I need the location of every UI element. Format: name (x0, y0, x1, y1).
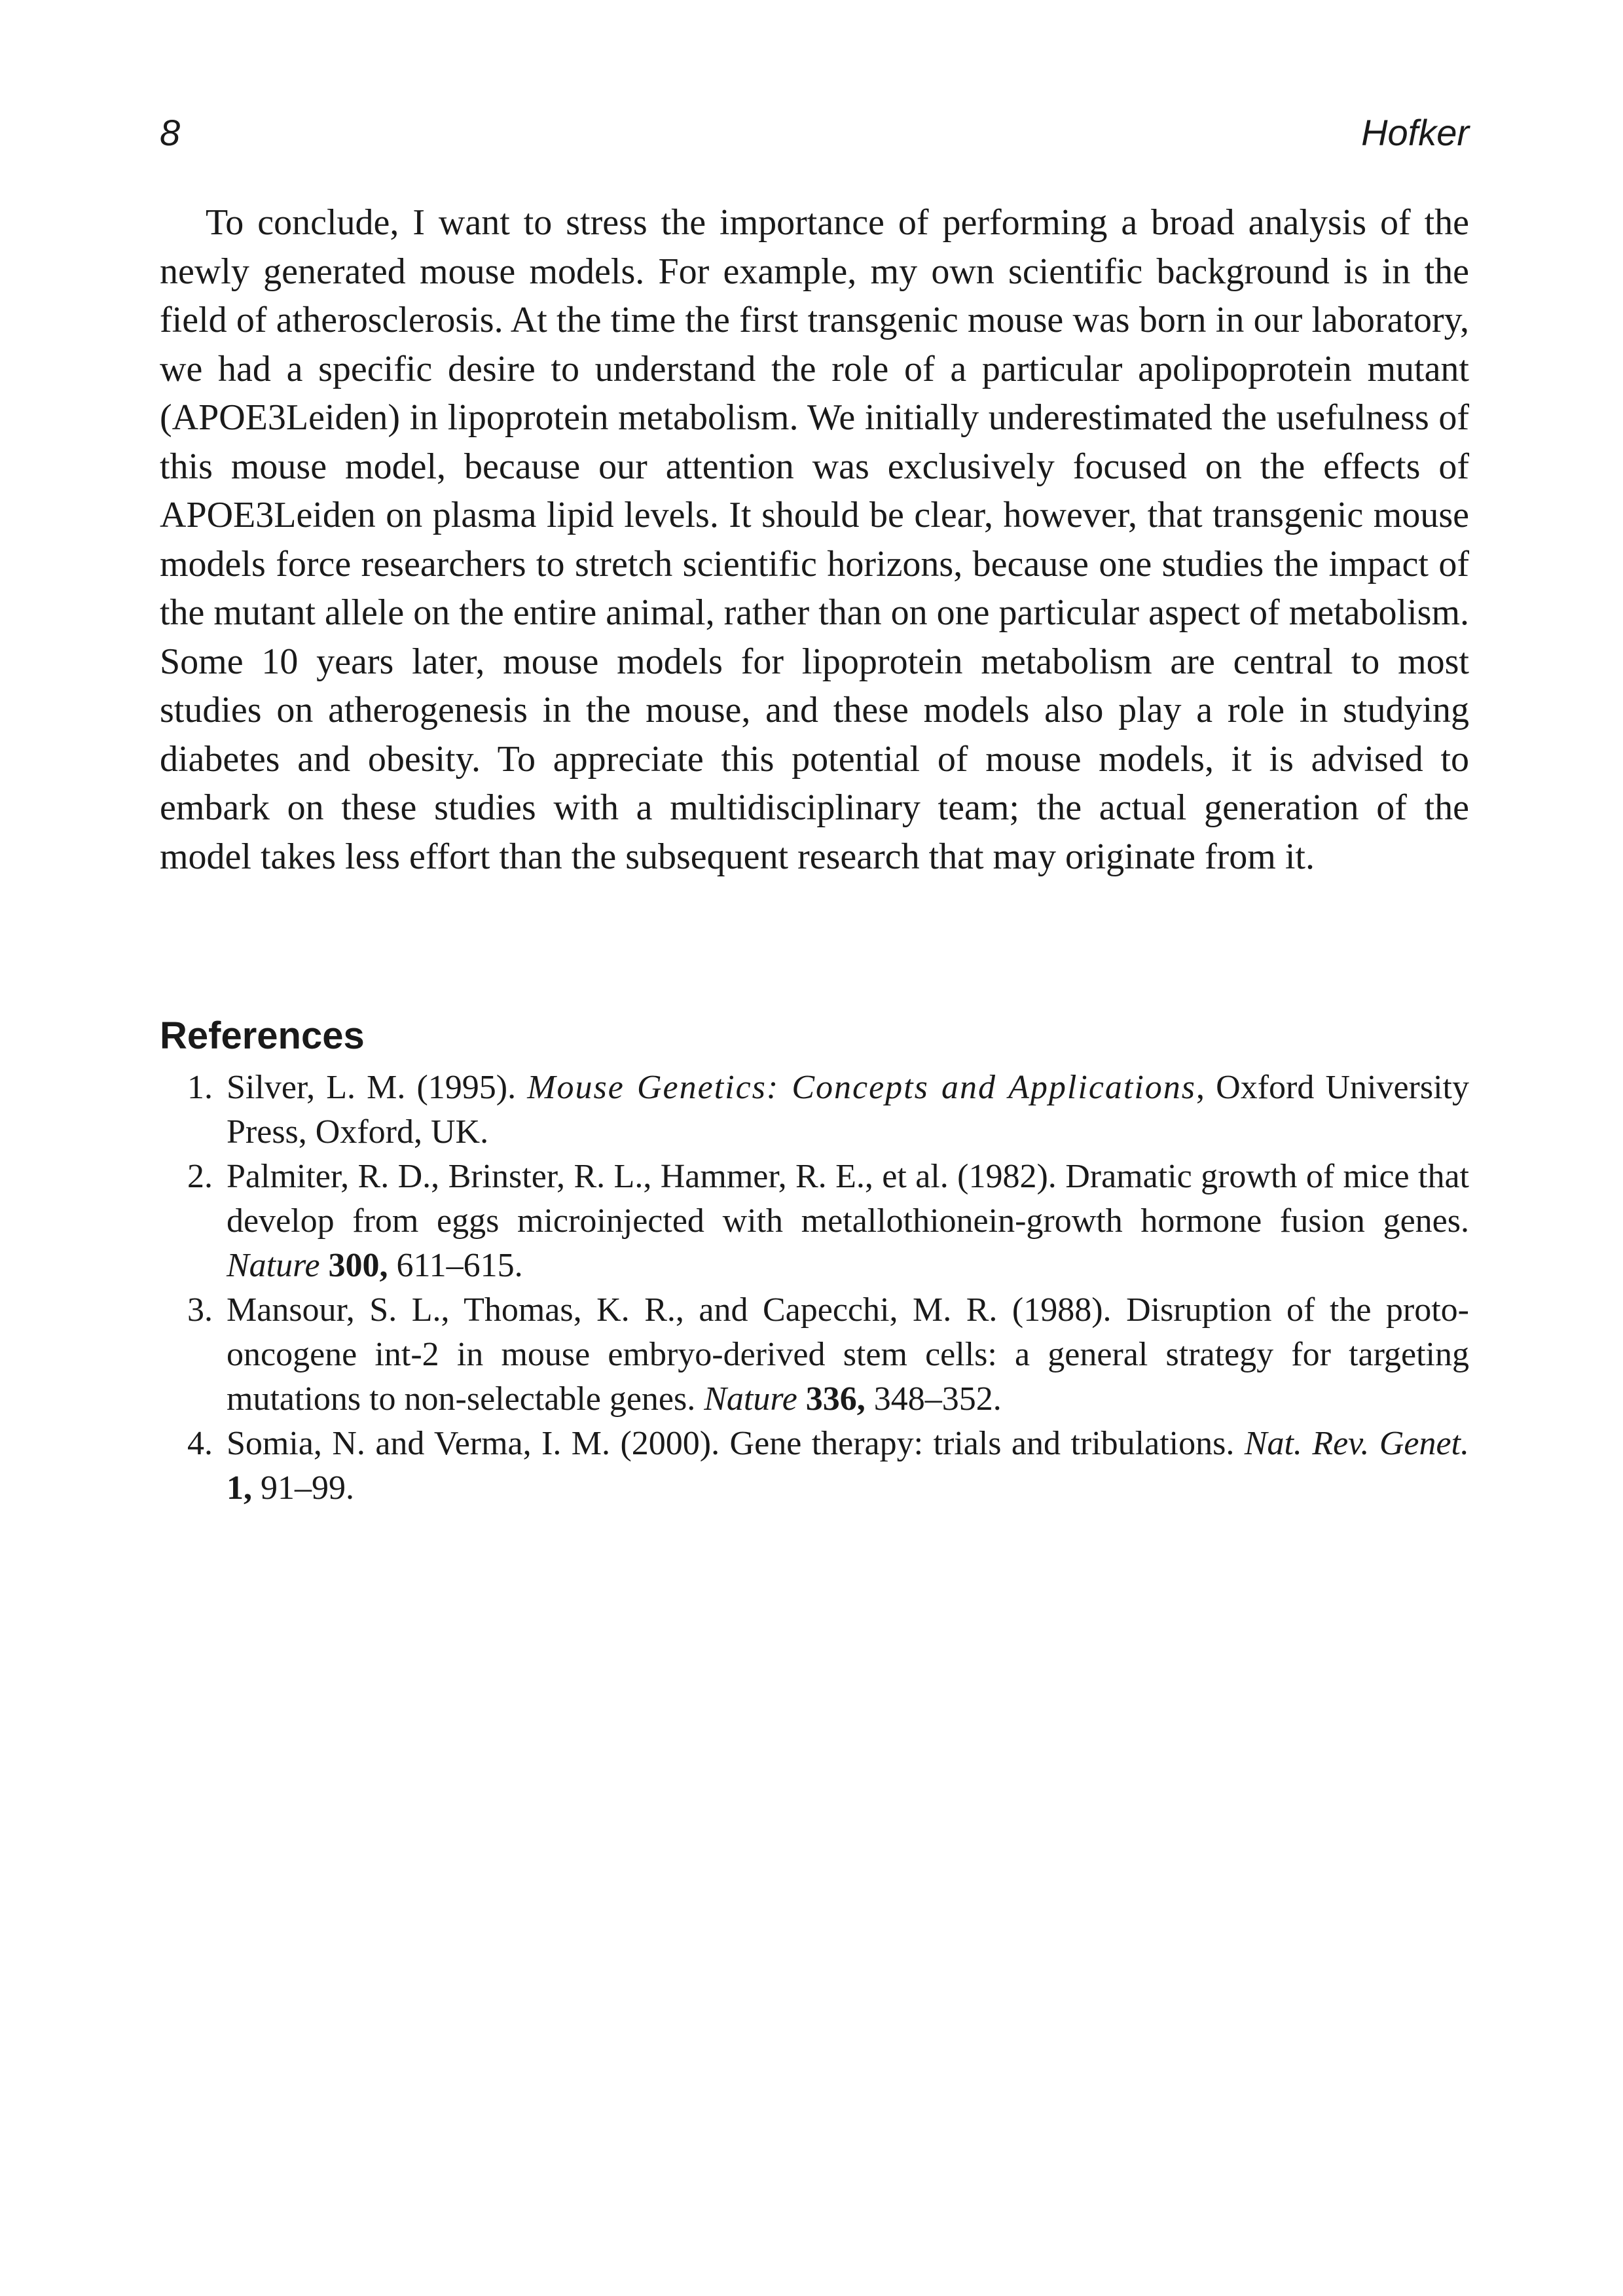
reference-number: 3. (187, 1291, 213, 1329)
reference-authors: Mansour, S. L., Thomas, K. R., and Capecchi, M. R. (1988). Disruption of the proto-oncogene int-2 in mouse embryo-derived stem cells: a general strategy for targeting mutations to non-selectable genes. (227, 1291, 1469, 1418)
reference-pages: 611–615. (396, 1247, 523, 1284)
running-head-author: Hofker (1361, 112, 1469, 153)
reference-journal: Nat. Rev. Genet. (1244, 1425, 1469, 1462)
reference-volume: 336, (805, 1380, 866, 1418)
reference-number: 2. (187, 1158, 213, 1195)
references-heading: References (160, 1014, 365, 1057)
page-number: 8 (160, 112, 181, 153)
reference-journal: Nature (704, 1380, 797, 1418)
reference-item-2 (160, 1155, 1469, 1288)
reference-book-title: Mouse Genetics: Concepts and Applications (527, 1069, 1197, 1106)
reference-authors: Silver, L. M. (1995). (227, 1069, 528, 1106)
reference-pages: 348–352. (873, 1380, 1002, 1418)
body-paragraph: To conclude, I want to stress the importance of performing a broad analysis of the newly generated mouse models. For example, my own scientific background is in the field of atherosclerosis. At the time the first transgenic mouse was born in our laboratory, we had a specific desire to understand the role of a particular apolipoprotein mutant (APOE3Leiden) in lipoprotein metabolism. We initially underestimated the usefulness of this mouse model, because our attention was exclusively focused on the effects of APOE3Leiden on plasma lipid levels. It should be clear, however, that transgenic mouse models force researchers to stretch scientific horizons, because one studies the impact of the mutant allele on the entire animal, rather than on one particular aspect of metabolism. Some 10 years later, mouse models for lipoprotein metabolism are central to most studies on atherogenesis in the mouse, and these models also play a role in studying diabetes and obesity. To appreciate this potential of mouse models, it is advised to embark on these studies with a multidisciplinary team; the actual generation of the model takes less effort than the subsequent research that may originate from it. (160, 202, 1469, 877)
reference-publisher: , Oxford University Press, Oxford, UK. (227, 1069, 1469, 1151)
reference-item-4 (160, 1422, 1469, 1511)
reference-authors: Palmiter, R. D., Brinster, R. L., Hammer, R. E., et al. (1982). Dramatic growth of mice that develop from eggs microinjected with metallothionein-growth hormone fusion genes. (227, 1158, 1469, 1240)
running-head (160, 110, 1469, 156)
reference-number: 4. (187, 1425, 213, 1462)
reference-item-3 (160, 1288, 1469, 1422)
reference-item-1 (160, 1066, 1469, 1155)
reference-list (160, 1066, 1469, 1511)
reference-volume: 1, (227, 1469, 252, 1507)
reference-pages: 91–99. (261, 1469, 354, 1507)
reference-number: 1. (187, 1069, 213, 1106)
reference-journal: Nature (227, 1247, 320, 1284)
reference-volume: 300, (328, 1247, 388, 1284)
reference-authors: Somia, N. and Verma, I. M. (2000). Gene therapy: trials and tribulations. (227, 1425, 1245, 1462)
